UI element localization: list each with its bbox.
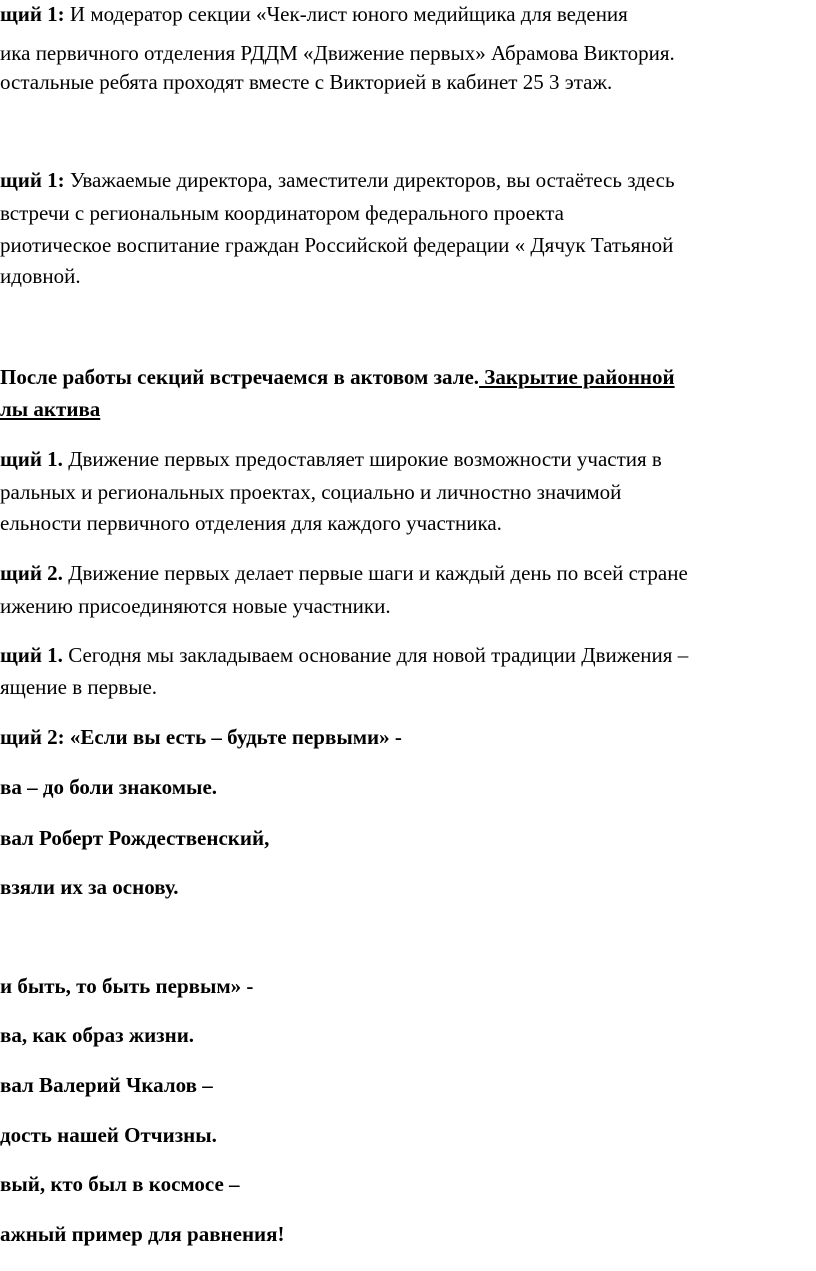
- text-line-6: [0, 235, 673, 256]
- poem-line: ва, как образ жизни.: [0, 1023, 195, 1047]
- text-line-21: [0, 976, 253, 997]
- text-line-20: [0, 877, 178, 898]
- poem-line: взяли их за основу.: [0, 875, 179, 899]
- speaker-label: щий 1.: [0, 447, 63, 471]
- poem-line: дость нашей Отчизны.: [0, 1123, 217, 1147]
- line-text: Уважаемые директора, заместители директоров, вы остаётесь здесь: [64, 168, 675, 192]
- text-line-16: [0, 677, 157, 698]
- line-text: встречи с региональным координатором федерального проекта: [0, 201, 564, 225]
- text-line-25: [0, 1174, 240, 1195]
- text-line-14: [0, 596, 391, 617]
- line-text: ельности первичного отделения для каждого участника.: [0, 511, 502, 535]
- line-text: ижению присоединяются новые участники.: [0, 594, 391, 618]
- announcement-underlined: лы актива: [0, 397, 101, 421]
- text-line-12: [0, 513, 502, 534]
- announcement-underlined: Закрытие районной: [479, 365, 675, 389]
- poem-line: ажный пример для равнения!: [0, 1222, 285, 1246]
- line-text: идовной.: [0, 264, 81, 288]
- line-text: Сегодня мы закладываем основание для новой традиции Движения –: [62, 643, 689, 667]
- text-line-3: [0, 72, 612, 93]
- text-line-9: [0, 399, 100, 420]
- line-text: И модератор секции «Чек-лист юного медийщика для ведения: [64, 2, 628, 26]
- text-line-2: [0, 43, 675, 64]
- text-line-1: [0, 4, 628, 25]
- speaker-label: щий 2.: [0, 561, 63, 585]
- text-line-18: [0, 777, 217, 798]
- speaker-label: щий 1:: [0, 2, 65, 26]
- line-text: Движение первых делает первые шаги и каждый день по всей стране: [62, 561, 688, 585]
- text-line-17: [0, 727, 402, 748]
- line-text: ика первичного отделения РДДМ «Движение первых» Абрамова Виктория.: [0, 41, 675, 65]
- speaker-label: щий 1.: [0, 643, 63, 667]
- text-line-7: [0, 266, 81, 287]
- poem-line: вал Роберт Рождественский,: [0, 826, 270, 850]
- text-line-15: [0, 645, 688, 666]
- line-text: ящение в первые.: [0, 675, 158, 699]
- text-line-13: [0, 563, 688, 584]
- poem-line: вый, кто был в космосе –: [0, 1172, 240, 1196]
- text-line-19: [0, 828, 269, 849]
- text-line-10: [0, 449, 662, 470]
- announcement-text: После работы секций встречаемся в актовом зале.: [0, 365, 480, 389]
- text-line-24: [0, 1125, 217, 1146]
- poem-line: щий 2: «Если вы есть – будьте первыми» -: [0, 725, 402, 749]
- line-text: Движение первых предоставляет широкие возможности участия в: [62, 447, 662, 471]
- line-text: риотическое воспитание граждан Российской федерации « Дячук Татьяной: [0, 233, 674, 257]
- text-line-26: [0, 1224, 285, 1245]
- text-line-23: [0, 1075, 213, 1096]
- text-line-11: [0, 482, 621, 503]
- text-line-4: [0, 170, 675, 191]
- line-text: остальные ребята проходят вместе с Викторией в кабинет 25 3 этаж.: [0, 70, 613, 94]
- text-line-5: [0, 203, 564, 224]
- poem-line: вал Валерий Чкалов –: [0, 1073, 213, 1097]
- text-line-8: [0, 367, 675, 388]
- speaker-label: щий 1:: [0, 168, 65, 192]
- text-line-22: [0, 1025, 194, 1046]
- line-text: ральных и региональных проектах, социально и личностно значимой: [0, 480, 622, 504]
- poem-line: ва – до боли знакомые.: [0, 775, 218, 799]
- poem-line: и быть, то быть первым» -: [0, 974, 254, 998]
